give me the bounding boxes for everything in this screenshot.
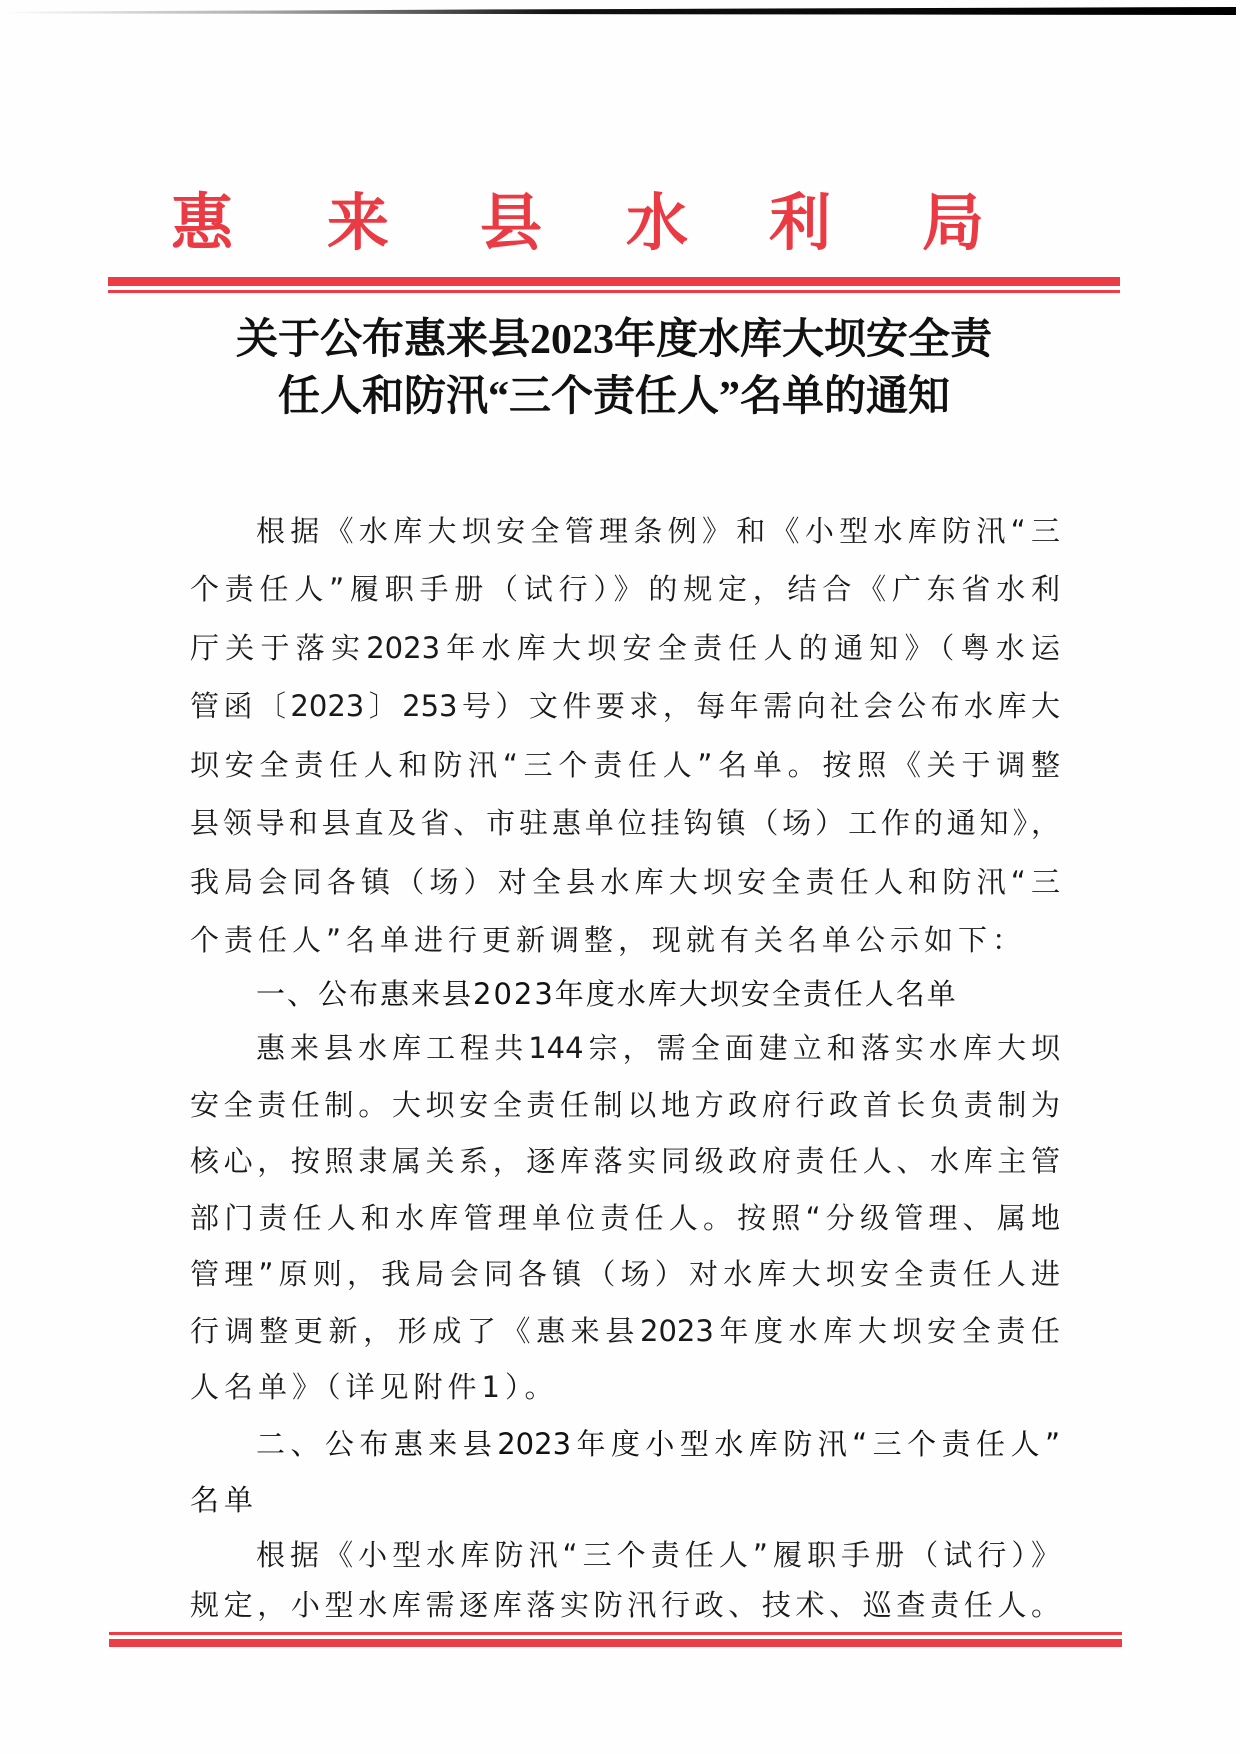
body-line: 管理”原则，我局会同各镇（场）对水库大坝安全责任人进 [190, 1257, 1060, 1291]
red-rule-top-thin [108, 290, 1120, 293]
body-line: 个责任人”履职手册（试行）》的规定，结合《广东省水利 [190, 572, 1060, 606]
body-line: 县领导和县直及省、市驻惠单位挂钩镇（场）工作的通知》， [190, 806, 1060, 840]
body-line: 人名单》（详见附件1）。 [190, 1370, 559, 1404]
letterhead-char: 惠 [170, 186, 233, 259]
red-rule-bottom-thin [109, 1632, 1122, 1635]
document-title-line-1: 关于公布惠来县2023年度水库大坝安全责 [235, 317, 992, 363]
scan-edge-shadow [0, 7, 1236, 15]
red-rule-bottom-thick [109, 1639, 1122, 1647]
body-line: 根据《水库大坝安全管理条例》和《小型水库防汛“三 [256, 514, 1060, 548]
body-line: 行调整更新，形成了《惠来县2023年度水库大坝安全责任 [190, 1314, 1060, 1348]
body-line: 坝安全责任人和防汛“三个责任人”名单。按照《关于调整 [190, 748, 1060, 782]
letterhead-char: 来 [326, 186, 389, 259]
body-line: 厅关于落实2023年水库大坝安全责任人的通知》（粤水运 [190, 631, 1060, 665]
section-2-heading: 二、公布惠来县2023年度小型水库防汛“三个责任人” [256, 1427, 1060, 1461]
body-line: 我局会同各镇（场）对全县水库大坝安全责任人和防汛“三 [190, 865, 1060, 899]
letterhead-org-name [120, 188, 1120, 258]
letterhead-char: 局 [921, 186, 984, 259]
section-2-heading-cont: 名单 [190, 1483, 259, 1517]
body-line: 部门责任人和水库管理单位责任人。按照“分级管理、属地 [190, 1201, 1060, 1235]
body-line: 惠来县水库工程共144宗，需全面建立和落实水库大坝 [256, 1031, 1060, 1065]
letterhead-char: 县 [479, 186, 542, 259]
letterhead-char: 水 [625, 186, 688, 259]
body-line: 管函〔2023〕253号）文件要求，每年需向社会公布水库大 [190, 689, 1060, 723]
body-line: 核心，按照隶属关系，逐库落实同级政府责任人、水库主管 [190, 1144, 1060, 1178]
red-rule-top-thick [108, 277, 1120, 286]
body-line: 根据《小型水库防汛“三个责任人”履职手册（试行）》 [256, 1538, 1060, 1572]
body-line: 安全责任制。大坝安全责任制以地方政府行政首长负责制为 [190, 1088, 1060, 1122]
letterhead-char: 利 [768, 186, 831, 259]
body-line: 个责任人”名单进行更新调整，现就有关名单公示如下： [190, 923, 1027, 957]
document-title-line-2: 任人和防汛“三个责任人”名单的通知 [277, 374, 950, 420]
section-1-heading: 一、公布惠来县2023年度水库大坝安全责任人名单 [256, 977, 958, 1011]
body-line: 规定，小型水库需逐库落实防汛行政、技术、巡查责任人。 [190, 1588, 1060, 1622]
